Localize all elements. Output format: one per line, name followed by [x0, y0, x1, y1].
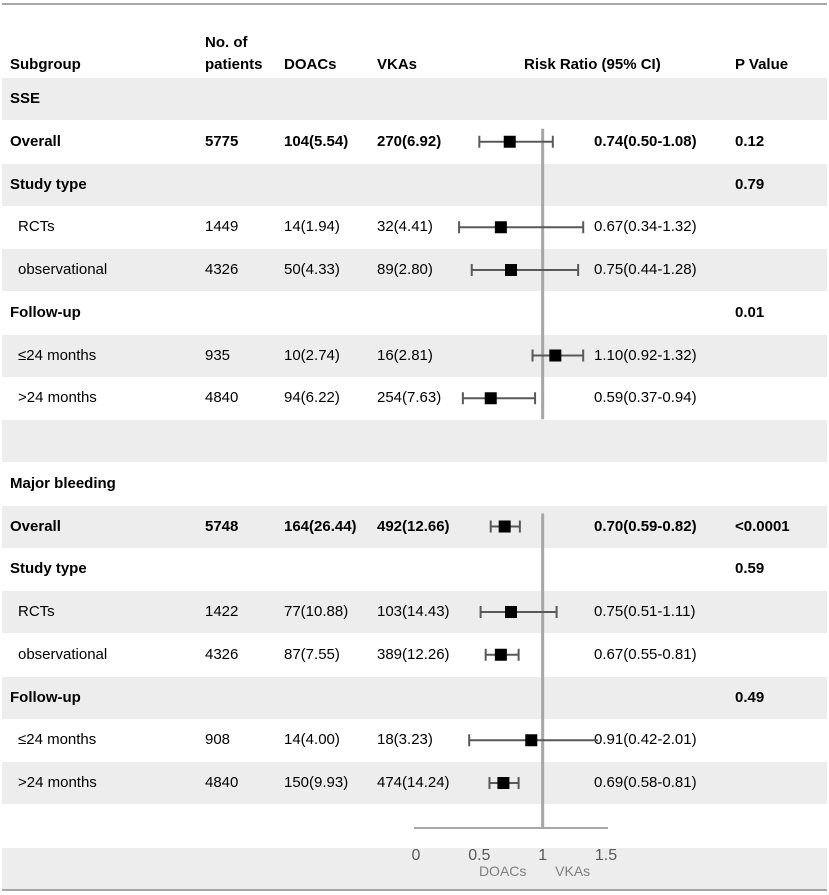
risk-ratio-cell: 0.59(0.37-0.94)	[594, 389, 697, 407]
p-value-cell: 0.59	[735, 560, 765, 578]
x-tick-label: 1.5	[594, 847, 618, 864]
point-estimate-marker	[504, 136, 516, 148]
point-estimate-marker	[499, 521, 511, 533]
patients-cell: 935	[205, 346, 231, 364]
header-vkas: VKAs	[377, 56, 418, 73]
header-patients-line2: patients	[205, 56, 263, 73]
risk-ratio-cell: 0.75(0.44-1.28)	[594, 261, 697, 278]
point-estimate-marker	[495, 221, 507, 233]
subgroup-cell: Overall	[10, 517, 61, 535]
x-tick-label: 0	[411, 847, 421, 864]
patients-cell: 1422	[205, 603, 239, 620]
p-value-cell: 0.01	[735, 303, 765, 321]
subgroup-cell: >24 months	[18, 774, 97, 791]
subgroup-cell: Study type	[10, 560, 87, 578]
vkas-cell: 103(14.43)	[377, 603, 450, 620]
subgroup-cell: Overall	[10, 132, 61, 150]
point-estimate-marker	[485, 392, 497, 404]
risk-ratio-cell: 0.70(0.59-0.82)	[594, 517, 697, 535]
patients-cell: 4840	[205, 774, 239, 791]
subgroup-cell: Follow-up	[10, 303, 81, 321]
header-risk-ratio: Risk Ratio (95% CI)	[524, 56, 661, 73]
risk-ratio-cell: 0.67(0.55-0.81)	[594, 645, 697, 663]
patients-cell: 4840	[205, 389, 239, 407]
patients-cell: 5775	[205, 132, 239, 150]
point-estimate-marker	[497, 777, 509, 789]
doacs-cell: 14(4.00)	[284, 731, 340, 749]
risk-ratio-cell: 0.74(0.50-1.08)	[594, 132, 697, 150]
doacs-cell: 77(10.88)	[284, 603, 349, 620]
patients-cell: 4326	[205, 261, 239, 278]
point-estimate-marker	[495, 649, 507, 661]
doacs-cell: 104(5.54)	[284, 132, 349, 150]
header-subgroup: Subgroup	[10, 56, 81, 73]
p-value-cell: 0.79	[735, 175, 765, 193]
risk-ratio-cell: 1.10(0.92-1.32)	[594, 346, 697, 364]
doacs-cell: 150(9.93)	[284, 774, 349, 791]
subgroup-cell: observational	[18, 261, 108, 278]
header-p-value: P Value	[735, 56, 789, 73]
risk-ratio-cell: 0.67(0.34-1.32)	[594, 218, 697, 236]
x-label-vkas: VKAs	[555, 863, 591, 879]
point-estimate-marker	[505, 606, 517, 618]
p-value-cell: 0.49	[735, 688, 765, 706]
header-doacs: DOACs	[284, 56, 337, 73]
vkas-cell: 16(2.81)	[377, 346, 433, 364]
subgroup-cell: ≤24 months	[18, 731, 97, 749]
subgroup-cell: ≤24 months	[18, 346, 97, 364]
doacs-cell: 14(1.94)	[284, 218, 340, 236]
subgroup-cell: Major bleeding	[10, 474, 116, 492]
vkas-cell: 89(2.80)	[377, 261, 433, 278]
subgroup-cell: Study type	[10, 175, 87, 193]
p-value-cell: <0.0001	[735, 517, 790, 535]
doacs-cell: 87(7.55)	[284, 645, 340, 663]
subgroup-cell: >24 months	[18, 389, 97, 407]
point-estimate-marker	[505, 264, 517, 276]
doacs-cell: 10(2.74)	[284, 346, 340, 364]
subgroup-cell: SSE	[10, 90, 41, 107]
subgroup-cell: RCTs	[18, 218, 55, 236]
x-label-doacs: DOACs	[478, 863, 527, 879]
subgroup-cell: Follow-up	[10, 688, 81, 706]
risk-ratio-cell: 0.75(0.51-1.11)	[594, 603, 696, 620]
vkas-cell: 254(7.63)	[377, 389, 442, 407]
vkas-cell: 270(6.92)	[377, 132, 442, 150]
point-estimate-marker	[549, 350, 561, 362]
doacs-cell: 94(6.22)	[284, 389, 340, 407]
doacs-cell: 50(4.33)	[284, 261, 340, 278]
vkas-cell: 32(4.41)	[377, 218, 433, 236]
point-estimate-marker	[525, 734, 537, 746]
p-value-cell: 0.12	[735, 132, 765, 150]
risk-ratio-cell: 0.69(0.58-0.81)	[594, 774, 697, 791]
vkas-cell: 389(12.26)	[377, 645, 450, 663]
doacs-cell: 164(26.44)	[284, 517, 357, 535]
patients-cell: 1449	[205, 218, 239, 236]
patients-cell: 4326	[205, 645, 239, 663]
patients-cell: 908	[205, 731, 231, 749]
vkas-cell: 18(3.23)	[377, 731, 433, 749]
x-tick-label: 1	[538, 847, 548, 864]
patients-cell: 5748	[205, 517, 239, 535]
vkas-cell: 492(12.66)	[377, 517, 450, 535]
risk-ratio-cell: 0.91(0.42-2.01)	[594, 731, 697, 749]
subgroup-cell: observational	[18, 645, 108, 663]
vkas-cell: 474(14.24)	[377, 774, 450, 791]
header-patients-line1: No. of	[205, 34, 248, 51]
x-tick-label: 0.5	[468, 847, 491, 864]
subgroup-cell: RCTs	[18, 603, 55, 620]
